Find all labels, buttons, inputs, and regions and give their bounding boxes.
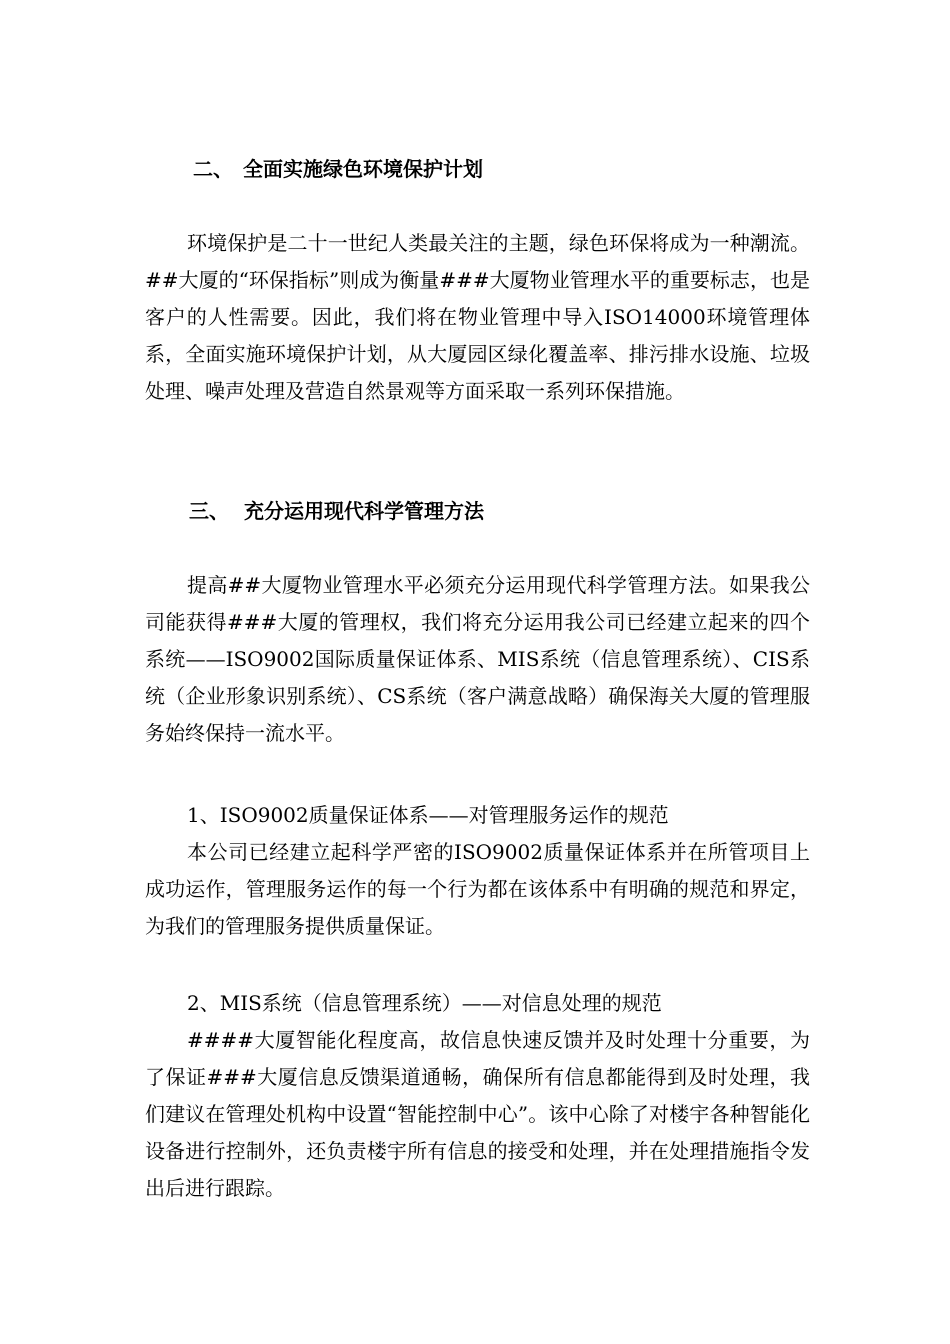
section-heading-3 bbox=[189, 497, 484, 525]
section-heading-2 bbox=[193, 155, 483, 183]
section-paragraph: 环境保护是二十一世纪人类最关注的主题，绿色环保将成为一种潮流。##大厦的“环保指标”则成为衡量###大厦物业管理水平的重要标志，也是客户的人性需要。因此，我们将在物业管理中导入ISO14000环境管理体系，全面实施环境保护计划，从大厦园区绿化覆盖率、排污排水设施、垃圾处理、噪声处理及营造自然景观等方面采取一系列环保措施。 bbox=[145, 231, 810, 403]
section-title: 充分运用现代科学管理方法 bbox=[244, 499, 484, 523]
subsection-title: 1、ISO9002质量保证体系——对管理服务运作的规范 bbox=[187, 803, 669, 827]
section-number: 三、 bbox=[189, 499, 229, 523]
subsection-paragraph: ####大厦智能化程度高，故信息快速反馈并及时处理十分重要，为了保证###大厦信息反馈渠道通畅，确保所有信息都能得到及时处理，我们建议在管理处机构中设置“智能控制中心”。该中心除了对楼宇各种智能化设备进行控制外，还负责楼宇所有信息的接受和处理，并在处理措施指令发出后进行跟踪。 bbox=[145, 1028, 810, 1200]
section-paragraph: 提高##大厦物业管理水平必须充分运用现代科学管理方法。如果我公司能获得###大厦的管理权，我们将充分运用我公司已经建立起来的四个系统——ISO9002国际质量保证体系、MIS系统（信息管理系统）、CIS系统（企业形象识别系统）、CS系统（客户满意战略）确保海关大厦的管理服务始终保持一流水平。 bbox=[145, 573, 810, 745]
subsection-paragraph: 本公司已经建立起科学严密的ISO9002质量保证体系并在所管项目上成功运作，管理服务运作的每一个行为都在该体系中有明确的规范和界定，为我们的管理服务提供质量保证。 bbox=[145, 840, 810, 938]
subsection-title: 2、MIS系统（信息管理系统）——对信息处理的规范 bbox=[187, 991, 662, 1015]
section-title: 全面实施绿色环境保护计划 bbox=[243, 157, 483, 181]
section-number: 二、 bbox=[193, 157, 233, 181]
